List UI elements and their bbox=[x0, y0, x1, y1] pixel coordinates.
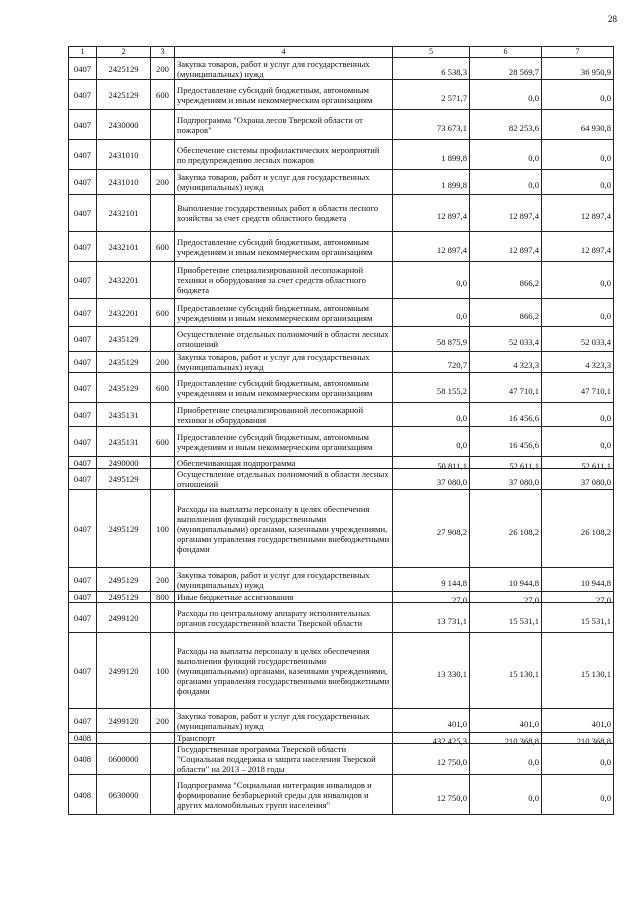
amount-year-3-value: 64 930,8 bbox=[580, 122, 611, 133]
expense-type: 200 bbox=[151, 352, 175, 373]
article-code: 0600000 bbox=[97, 744, 151, 775]
expense-type: 200 bbox=[151, 58, 175, 80]
expense-type: 200 bbox=[151, 170, 175, 195]
item-name: Осуществление отдельных полномочий в области лесных отношений bbox=[175, 327, 393, 352]
amount-year-3 bbox=[542, 58, 614, 80]
amount-year-1 bbox=[393, 327, 470, 352]
item-name: Предоставление субсидий бюджетным, автономным учреждениям и иным некоммерческим организациям bbox=[175, 373, 393, 403]
amount-year-3-value: 4 323,3 bbox=[585, 360, 611, 370]
section-code: 0407 bbox=[69, 140, 97, 170]
expense-type: 600 bbox=[151, 299, 175, 327]
amount-year-1 bbox=[393, 709, 470, 733]
col-header-3: 3 bbox=[151, 47, 175, 58]
amount-year-1 bbox=[393, 170, 470, 195]
amount-year-2 bbox=[470, 733, 542, 744]
amount-year-2-value: 82 253,6 bbox=[508, 122, 539, 133]
amount-year-1 bbox=[393, 140, 470, 170]
amount-year-1-value: 6 538,3 bbox=[441, 66, 467, 77]
table-row bbox=[69, 232, 614, 262]
article-code: 2431010 bbox=[97, 140, 151, 170]
section-code: 0408 bbox=[69, 775, 97, 815]
col-header-4: 4 bbox=[175, 47, 393, 58]
amount-year-1-value: 0,0 bbox=[456, 439, 467, 450]
amount-year-3-value: 26 108,2 bbox=[580, 526, 611, 537]
item-name: Осуществление отдельных полномочий в области лесных отношений bbox=[175, 469, 393, 490]
article-code: 2495129 bbox=[97, 490, 151, 568]
amount-year-1-value: 27 908,2 bbox=[436, 526, 467, 537]
amount-year-1-value: 401,0 bbox=[447, 718, 467, 729]
expense-type: 600 bbox=[151, 373, 175, 403]
amount-year-2 bbox=[470, 775, 542, 815]
amount-year-2-value: 0,0 bbox=[528, 757, 539, 767]
table-row bbox=[69, 352, 614, 373]
amount-year-1 bbox=[393, 373, 470, 403]
amount-year-2-value: 15 130,1 bbox=[508, 668, 539, 679]
item-name: Расходы на выплаты персоналу в целях обеспечения выполнения функций государственными (муниципальными) органами, казенными учреждениями, органами управления государственными внебюджетными фондами bbox=[175, 633, 393, 709]
article-code bbox=[97, 733, 151, 744]
amount-year-3 bbox=[542, 603, 614, 633]
amount-year-3-value: 0,0 bbox=[600, 310, 611, 321]
col-header-1: 1 bbox=[69, 47, 97, 58]
amount-year-2-value: 0,0 bbox=[528, 152, 539, 163]
amount-year-1-value: 1 899,8 bbox=[441, 180, 467, 190]
section-code: 0407 bbox=[69, 327, 97, 352]
amount-year-2-value: 0,0 bbox=[528, 92, 539, 103]
item-name: Расходы на выплаты персоналу в целях обеспечения выполнения функций государственными (муниципальными) органами, казенными учреждениями, органами управления государственными внебюджетными фондами bbox=[175, 490, 393, 568]
item-name: Закупка товаров, работ и услуг для государственных (муниципальных) нужд bbox=[175, 170, 393, 195]
article-code: 2495129 bbox=[97, 469, 151, 490]
amount-year-3-value: 210 368,8 bbox=[576, 736, 611, 746]
amount-year-3 bbox=[542, 373, 614, 403]
col-header-7: 7 bbox=[542, 47, 614, 58]
amount-year-1 bbox=[393, 490, 470, 568]
amount-year-2-value: 26 108,2 bbox=[508, 526, 539, 537]
expense-type bbox=[151, 110, 175, 140]
article-code: 2435131 bbox=[97, 427, 151, 457]
expense-type bbox=[151, 403, 175, 427]
amount-year-3 bbox=[542, 403, 614, 427]
expense-type bbox=[151, 744, 175, 775]
amount-year-1-value: 0,0 bbox=[456, 278, 467, 288]
amount-year-2-value: 4 323,3 bbox=[513, 360, 539, 370]
article-code: 2432201 bbox=[97, 262, 151, 299]
amount-year-2-value: 12 897,4 bbox=[508, 211, 539, 221]
article-code: 2430000 bbox=[97, 110, 151, 140]
amount-year-3 bbox=[542, 299, 614, 327]
section-code: 0407 bbox=[69, 592, 97, 603]
amount-year-3 bbox=[542, 352, 614, 373]
amount-year-1 bbox=[393, 195, 470, 232]
section-code: 0408 bbox=[69, 744, 97, 775]
section-code: 0407 bbox=[69, 232, 97, 262]
item-name: Предоставление субсидий бюджетным, автономным учреждениям и иным некоммерческим организациям bbox=[175, 80, 393, 110]
amount-year-3 bbox=[542, 140, 614, 170]
item-name: Подпрограмма "Социальная интеграция инвалидов и формирование безбарьерной среды для инвалидов и других маломобильных групп населения" bbox=[175, 775, 393, 815]
amount-year-1-value: 13 731,1 bbox=[436, 615, 467, 626]
amount-year-1 bbox=[393, 232, 470, 262]
table-row bbox=[69, 195, 614, 232]
amount-year-1-value: 12 750,0 bbox=[436, 792, 467, 803]
amount-year-2 bbox=[470, 603, 542, 633]
amount-year-1-value: 1 899,8 bbox=[441, 152, 467, 163]
amount-year-2-value: 52 033,4 bbox=[508, 337, 539, 347]
amount-year-1 bbox=[393, 592, 470, 603]
amount-year-3 bbox=[542, 232, 614, 262]
item-name: Закупка товаров, работ и услуг для государственных (муниципальных) нужд bbox=[175, 568, 393, 592]
expense-type bbox=[151, 327, 175, 352]
table-row bbox=[69, 170, 614, 195]
section-code: 0407 bbox=[69, 170, 97, 195]
col-header-2: 2 bbox=[97, 47, 151, 58]
article-code: 2499120 bbox=[97, 633, 151, 709]
expense-type: 100 bbox=[151, 633, 175, 709]
item-name: Подпрограмма "Охрана лесов Тверской области от пожаров" bbox=[175, 110, 393, 140]
table-row bbox=[69, 373, 614, 403]
amount-year-2 bbox=[470, 744, 542, 775]
amount-year-3 bbox=[542, 469, 614, 490]
amount-year-3 bbox=[542, 490, 614, 568]
expense-type: 200 bbox=[151, 568, 175, 592]
amount-year-2-value: 28 569,7 bbox=[508, 66, 539, 77]
amount-year-3-value: 12 897,4 bbox=[580, 211, 611, 221]
table-row bbox=[69, 327, 614, 352]
section-code: 0407 bbox=[69, 709, 97, 733]
amount-year-2-value: 37 080,0 bbox=[508, 477, 539, 487]
table-row bbox=[69, 469, 614, 490]
article-code: 2425129 bbox=[97, 58, 151, 80]
article-code: 2435129 bbox=[97, 352, 151, 373]
amount-year-2-value: 401,0 bbox=[519, 718, 539, 729]
table-row bbox=[69, 110, 614, 140]
amount-year-3 bbox=[542, 744, 614, 775]
col-header-5: 5 bbox=[393, 47, 470, 58]
item-name: Обеспечивающая подпрограмма bbox=[175, 457, 393, 469]
amount-year-2 bbox=[470, 195, 542, 232]
amount-year-1 bbox=[393, 469, 470, 490]
expense-type: 200 bbox=[151, 709, 175, 733]
amount-year-2 bbox=[470, 170, 542, 195]
amount-year-3 bbox=[542, 195, 614, 232]
amount-year-3 bbox=[542, 110, 614, 140]
amount-year-1-value: 12 897,4 bbox=[436, 244, 467, 255]
table-row bbox=[69, 58, 614, 80]
section-code: 0407 bbox=[69, 110, 97, 140]
table-header-row bbox=[69, 47, 614, 58]
table-row bbox=[69, 633, 614, 709]
expense-type: 600 bbox=[151, 80, 175, 110]
amount-year-2-value: 10 944,8 bbox=[508, 577, 539, 588]
item-name: Выполнение государственных работ в области лесного хозяйства за счет средств областного бюджета bbox=[175, 195, 393, 232]
amount-year-2-value: 866,2 bbox=[519, 310, 539, 321]
amount-year-2 bbox=[470, 457, 542, 469]
section-code: 0407 bbox=[69, 80, 97, 110]
amount-year-2 bbox=[470, 469, 542, 490]
amount-year-3-value: 15 531,1 bbox=[580, 615, 611, 626]
article-code: 2499120 bbox=[97, 603, 151, 633]
amount-year-2 bbox=[470, 232, 542, 262]
article-code: 2495129 bbox=[97, 592, 151, 603]
table-row bbox=[69, 603, 614, 633]
section-code: 0407 bbox=[69, 373, 97, 403]
table-row bbox=[69, 490, 614, 568]
amount-year-3 bbox=[542, 457, 614, 469]
amount-year-3-value: 10 944,8 bbox=[580, 577, 611, 588]
article-code: 2425129 bbox=[97, 80, 151, 110]
table-row bbox=[69, 592, 614, 603]
amount-year-3 bbox=[542, 80, 614, 110]
table-row bbox=[69, 733, 614, 744]
amount-year-1-value: 12 897,4 bbox=[436, 211, 467, 221]
amount-year-1 bbox=[393, 403, 470, 427]
amount-year-2 bbox=[470, 427, 542, 457]
amount-year-1 bbox=[393, 352, 470, 373]
expense-type bbox=[151, 195, 175, 232]
expense-type bbox=[151, 469, 175, 490]
article-code: 2499120 bbox=[97, 709, 151, 733]
amount-year-1 bbox=[393, 110, 470, 140]
amount-year-3 bbox=[542, 427, 614, 457]
expense-type: 600 bbox=[151, 427, 175, 457]
amount-year-1-value: 0,0 bbox=[456, 310, 467, 321]
amount-year-3-value: 0,0 bbox=[600, 152, 611, 163]
item-name: Закупка товаров, работ и услуг для государственных (муниципальных) нужд bbox=[175, 352, 393, 373]
amount-year-1-value: 13 330,1 bbox=[436, 668, 467, 679]
table-row bbox=[69, 744, 614, 775]
section-code: 0407 bbox=[69, 195, 97, 232]
amount-year-2-value: 47 710,1 bbox=[508, 385, 539, 396]
expense-type bbox=[151, 603, 175, 633]
amount-year-2 bbox=[470, 262, 542, 299]
table-row bbox=[69, 299, 614, 327]
amount-year-3-value: 401,0 bbox=[591, 718, 611, 729]
amount-year-1 bbox=[393, 299, 470, 327]
article-code: 0630000 bbox=[97, 775, 151, 815]
article-code: 2431010 bbox=[97, 170, 151, 195]
amount-year-3-value: 0,0 bbox=[600, 792, 611, 803]
expense-type bbox=[151, 775, 175, 815]
amount-year-3-value: 12 897,4 bbox=[580, 244, 611, 255]
amount-year-1 bbox=[393, 733, 470, 744]
table-row bbox=[69, 709, 614, 733]
amount-year-2-value: 27,0 bbox=[523, 595, 539, 605]
amount-year-2 bbox=[470, 373, 542, 403]
amount-year-2 bbox=[470, 592, 542, 603]
section-code: 0407 bbox=[69, 352, 97, 373]
amount-year-2-value: 16 456,6 bbox=[508, 439, 539, 450]
section-code: 0407 bbox=[69, 58, 97, 80]
amount-year-2-value: 0,0 bbox=[528, 792, 539, 803]
amount-year-3-value: 0,0 bbox=[600, 412, 611, 423]
amount-year-3 bbox=[542, 733, 614, 744]
amount-year-2-value: 15 531,1 bbox=[508, 615, 539, 626]
amount-year-3-value: 0,0 bbox=[600, 439, 611, 450]
amount-year-2 bbox=[470, 110, 542, 140]
section-code: 0407 bbox=[69, 603, 97, 633]
article-code: 2435131 bbox=[97, 403, 151, 427]
amount-year-1 bbox=[393, 744, 470, 775]
amount-year-1-value: 9 144,8 bbox=[441, 577, 467, 588]
amount-year-3 bbox=[542, 709, 614, 733]
section-code: 0407 bbox=[69, 568, 97, 592]
amount-year-1 bbox=[393, 633, 470, 709]
item-name: Приобретение специализированной лесопожарной техники и оборудования bbox=[175, 403, 393, 427]
section-code: 0407 bbox=[69, 469, 97, 490]
amount-year-1 bbox=[393, 262, 470, 299]
section-code: 0408 bbox=[69, 733, 97, 744]
amount-year-2-value: 16 456,6 bbox=[508, 412, 539, 423]
amount-year-3-value: 52 611,1 bbox=[581, 460, 611, 471]
item-name: Транспорт bbox=[175, 733, 393, 744]
amount-year-3-value: 15 130,1 bbox=[580, 668, 611, 679]
amount-year-1-value: 37 080,0 bbox=[436, 477, 467, 487]
amount-year-3-value: 52 033,4 bbox=[580, 337, 611, 347]
item-name: Приобретение специализированной лесопожарной техники и оборудования за счет средств областного бюджета bbox=[175, 262, 393, 299]
table-row bbox=[69, 262, 614, 299]
amount-year-1-value: 12 750,0 bbox=[436, 757, 467, 767]
amount-year-2 bbox=[470, 633, 542, 709]
amount-year-2 bbox=[470, 80, 542, 110]
amount-year-2 bbox=[470, 58, 542, 80]
section-code: 0407 bbox=[69, 427, 97, 457]
item-name: Предоставление субсидий бюджетным, автономным учреждениям и иным некоммерческим организациям bbox=[175, 299, 393, 327]
amount-year-2-value: 52 611,1 bbox=[509, 460, 539, 471]
expense-type bbox=[151, 457, 175, 469]
amount-year-3-value: 47 710,1 bbox=[580, 385, 611, 396]
amount-year-2 bbox=[470, 299, 542, 327]
item-name: Предоставление субсидий бюджетным, автономным учреждениям и иным некоммерческим организациям bbox=[175, 427, 393, 457]
table-row bbox=[69, 140, 614, 170]
amount-year-1-value: 73 673,1 bbox=[436, 122, 467, 133]
expense-type: 800 bbox=[151, 592, 175, 603]
table-row bbox=[69, 457, 614, 469]
amount-year-3 bbox=[542, 262, 614, 299]
amount-year-3 bbox=[542, 775, 614, 815]
amount-year-2 bbox=[470, 327, 542, 352]
expense-type bbox=[151, 733, 175, 744]
article-code: 2490000 bbox=[97, 457, 151, 469]
amount-year-3 bbox=[542, 568, 614, 592]
amount-year-2 bbox=[470, 709, 542, 733]
expense-type: 100 bbox=[151, 490, 175, 568]
amount-year-2 bbox=[470, 140, 542, 170]
amount-year-3-value: 0,0 bbox=[600, 278, 611, 288]
item-name: Обеспечение системы профилактических мероприятий по предупреждению лесных пожаров bbox=[175, 140, 393, 170]
section-code: 0407 bbox=[69, 490, 97, 568]
article-code: 2435129 bbox=[97, 327, 151, 352]
item-name: Закупка товаров, работ и услуг для государственных (муниципальных) нужд bbox=[175, 709, 393, 733]
amount-year-3-value: 37 080,0 bbox=[580, 477, 611, 487]
amount-year-1-value: 432 425,3 bbox=[432, 736, 467, 746]
amount-year-1 bbox=[393, 603, 470, 633]
amount-year-1 bbox=[393, 427, 470, 457]
amount-year-2 bbox=[470, 352, 542, 373]
amount-year-1-value: 720,7 bbox=[447, 360, 467, 370]
amount-year-1 bbox=[393, 775, 470, 815]
amount-year-3-value: 0,0 bbox=[600, 92, 611, 103]
article-code: 2432101 bbox=[97, 195, 151, 232]
amount-year-1-value: 2 571,7 bbox=[441, 92, 467, 103]
section-code: 0407 bbox=[69, 633, 97, 709]
item-name: Предоставление субсидий бюджетным, автономным учреждениям и иным некоммерческим организациям bbox=[175, 232, 393, 262]
amount-year-2-value: 12 897,4 bbox=[508, 244, 539, 255]
amount-year-1 bbox=[393, 457, 470, 469]
amount-year-1-value: 27,0 bbox=[451, 595, 467, 605]
amount-year-3 bbox=[542, 170, 614, 195]
article-code: 2432101 bbox=[97, 232, 151, 262]
item-name: Иные бюджетные ассигнования bbox=[175, 592, 393, 603]
amount-year-2 bbox=[470, 490, 542, 568]
amount-year-1 bbox=[393, 58, 470, 80]
amount-year-3 bbox=[542, 327, 614, 352]
col-header-6: 6 bbox=[470, 47, 542, 58]
item-name: Государственная программа Тверской области "Социальная поддержка и защита населения Тверской области" на 2013 – 2018 годы bbox=[175, 744, 393, 775]
amount-year-3-value: 0,0 bbox=[600, 757, 611, 767]
section-code: 0407 bbox=[69, 457, 97, 469]
article-code: 2432201 bbox=[97, 299, 151, 327]
amount-year-2-value: 0,0 bbox=[528, 180, 539, 190]
section-code: 0407 bbox=[69, 262, 97, 299]
amount-year-1-value: 58 155,2 bbox=[436, 385, 467, 396]
amount-year-3-value: 36 950,9 bbox=[580, 66, 611, 77]
amount-year-2-value: 866,2 bbox=[519, 278, 539, 288]
item-name: Расходы по центральному аппарату исполнительных органов государственной власти Тверской области bbox=[175, 603, 393, 633]
table-row bbox=[69, 568, 614, 592]
amount-year-1-value: 50 811,1 bbox=[437, 460, 467, 471]
amount-year-3 bbox=[542, 592, 614, 603]
section-code: 0407 bbox=[69, 299, 97, 327]
expense-type: 600 bbox=[151, 232, 175, 262]
amount-year-1-value: 58 875,9 bbox=[436, 337, 467, 347]
amount-year-1-value: 0,0 bbox=[456, 412, 467, 423]
amount-year-3-value: 27,0 bbox=[595, 595, 611, 605]
expense-type bbox=[151, 262, 175, 299]
amount-year-3 bbox=[542, 633, 614, 709]
page-number: 28 bbox=[608, 14, 617, 24]
amount-year-2 bbox=[470, 403, 542, 427]
table-row bbox=[69, 427, 614, 457]
item-name: Закупка товаров, работ и услуг для государственных (муниципальных) нужд bbox=[175, 58, 393, 80]
table-row bbox=[69, 403, 614, 427]
expense-type bbox=[151, 140, 175, 170]
table-row bbox=[69, 80, 614, 110]
amount-year-3-value: 0,0 bbox=[600, 180, 611, 190]
article-code: 2495129 bbox=[97, 568, 151, 592]
article-code: 2435129 bbox=[97, 373, 151, 403]
budget-table bbox=[68, 46, 614, 815]
amount-year-1 bbox=[393, 568, 470, 592]
amount-year-2 bbox=[470, 568, 542, 592]
amount-year-1 bbox=[393, 80, 470, 110]
table-row bbox=[69, 775, 614, 815]
amount-year-2-value: 210 368,8 bbox=[504, 736, 539, 746]
section-code: 0407 bbox=[69, 403, 97, 427]
